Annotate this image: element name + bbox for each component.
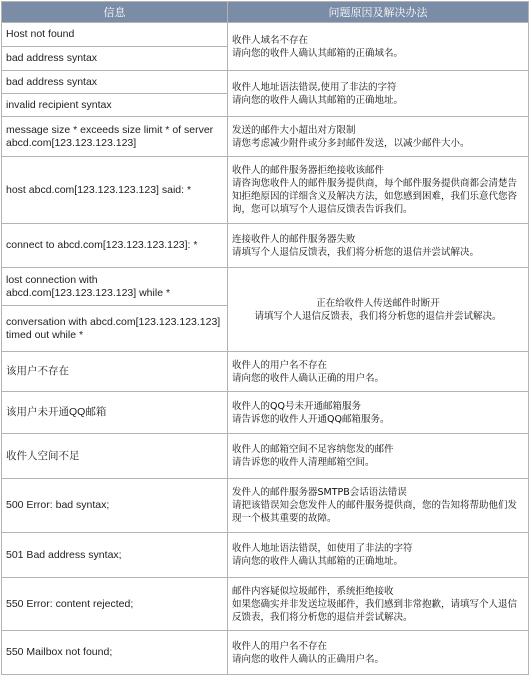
solution-reason: 正在给收件人传送邮件时断开 <box>316 297 440 309</box>
solution-cell <box>228 631 529 675</box>
solution-cell <box>228 117 529 157</box>
table-row <box>2 117 529 157</box>
solution-action: 如果您确实并非发送垃圾邮件，我们感到非常抱歉，请填写个人退信反馈表，我们将分析您的退信并尝试解决。 <box>232 598 518 623</box>
solution-reason: 收件人域名不存在 <box>232 34 309 46</box>
solution-reason: 发件人的邮件服务器SMTPB会话语法错误 <box>232 487 407 498</box>
table-row <box>2 157 529 224</box>
solution-cell <box>228 578 529 631</box>
info-cell: 501 Bad address syntax; <box>2 533 228 578</box>
table-row <box>2 631 529 675</box>
table-row <box>2 71 529 94</box>
table-row <box>2 392 529 434</box>
solution-action: 请向您的收件人确认的正确用户名。 <box>232 653 385 665</box>
table-row <box>2 23 529 47</box>
info-cell: 500 Error: bad syntax; <box>2 479 228 533</box>
solution-cell <box>228 533 529 578</box>
info-cell: bad address syntax <box>2 71 228 94</box>
solution-action: 请填写个人退信反馈表，我们将分析您的退信并尝试解决。 <box>254 310 502 322</box>
solution-reason: 邮件内容疑似垃圾邮件，系统拒绝接收 <box>232 585 394 597</box>
solution-action: 请向您的收件人确认其邮箱的正确域名。 <box>232 47 404 59</box>
info-cell: 该用户不存在 <box>2 352 228 392</box>
solution-reason: 收件人的用户名不存在 <box>232 640 328 652</box>
solution-cell <box>228 71 529 117</box>
table-row <box>2 224 529 268</box>
solution-action: 请向您的收件人确认其邮箱的正确地址。 <box>232 556 404 567</box>
solution-reason: 收件人地址语法错误，如使用了非法的字符 <box>232 543 413 554</box>
info-cell: bad address syntax <box>2 47 228 71</box>
info-cell: lost connection with abcd.com[123.123.123.123] while * <box>2 268 228 306</box>
solution-action: 请告诉您的收件人清理邮箱空间。 <box>232 457 375 468</box>
solution-reason: 收件人地址语法错误,使用了非法的字符 <box>232 81 397 93</box>
table-row <box>2 268 529 306</box>
solution-cell <box>228 434 529 479</box>
table-row <box>2 479 529 533</box>
solution-action: 请向您的收件人确认其邮箱的正确地址。 <box>232 94 404 106</box>
header-solution: 问题原因及解决办法 <box>228 2 529 23</box>
info-cell: 550 Error: content rejected; <box>2 578 228 631</box>
info-cell: connect to abcd.com[123.123.123.123]: * <box>2 224 228 268</box>
info-cell: message size * exceeds size limit * of server abcd.com[123.123.123.123] <box>2 117 228 157</box>
solution-cell <box>228 392 529 434</box>
solution-reason: 收件人的邮件服务器拒绝接收该邮件 <box>232 165 385 176</box>
info-cell: Host not found <box>2 23 228 47</box>
solution-reason: 连接收件人的邮件服务器失败 <box>232 233 356 245</box>
table-row <box>2 578 529 631</box>
info-cell: invalid recipient syntax <box>2 94 228 117</box>
header-info: 信息 <box>2 2 228 23</box>
solution-action: 请把该错误知会您发件人的邮件服务提供商，您的告知将帮助他们发现一个极其重要的故障。 <box>232 500 518 524</box>
solution-cell <box>228 157 529 224</box>
table-header <box>2 2 529 23</box>
table-row <box>2 533 529 578</box>
table-row <box>2 434 529 479</box>
info-cell: host abcd.com[123.123.123.123] said: * <box>2 157 228 224</box>
info-cell: 收件人空间不足 <box>2 434 228 479</box>
table-row <box>2 352 529 392</box>
solution-cell <box>228 352 529 392</box>
solution-action: 请告诉您的收件人开通QQ邮箱服务。 <box>232 413 390 425</box>
solution-cell <box>228 268 529 352</box>
info-cell: conversation with abcd.com[123.123.123.123] timed out while * <box>2 306 228 352</box>
solution-reason: 收件人的邮箱空间不足容纳您发的邮件 <box>232 444 394 455</box>
solution-reason: 收件人的QQ号未开通邮箱服务 <box>232 400 361 412</box>
solution-action: 请您考虑减少附件或分多封邮件发送，以减少邮件大小。 <box>232 137 470 149</box>
solution-action: 请填写个人退信反馈表，我们将分析您的退信并尝试解决。 <box>232 246 480 258</box>
solution-cell <box>228 479 529 533</box>
solution-reason: 收件人的用户名不存在 <box>232 359 328 371</box>
solution-action: 请咨询您收件人的邮件服务提供商，每个邮件服务提供商都会清楚告知拒绝原因的详细含义及解决方法，如您感到困难，我们乐意代您咨询，您可以填写个人退信反馈表告诉我们。 <box>232 178 518 215</box>
solution-cell <box>228 23 529 71</box>
bounce-reason-table <box>1 1 529 675</box>
info-cell: 该用户未开通QQ邮箱 <box>2 392 228 434</box>
info-cell: 550 Mailbox not found; <box>2 631 228 675</box>
solution-reason: 发送的邮件大小超出对方限制 <box>232 124 356 136</box>
solution-cell <box>228 224 529 268</box>
solution-action: 请向您的收件人确认正确的用户名。 <box>232 372 385 384</box>
